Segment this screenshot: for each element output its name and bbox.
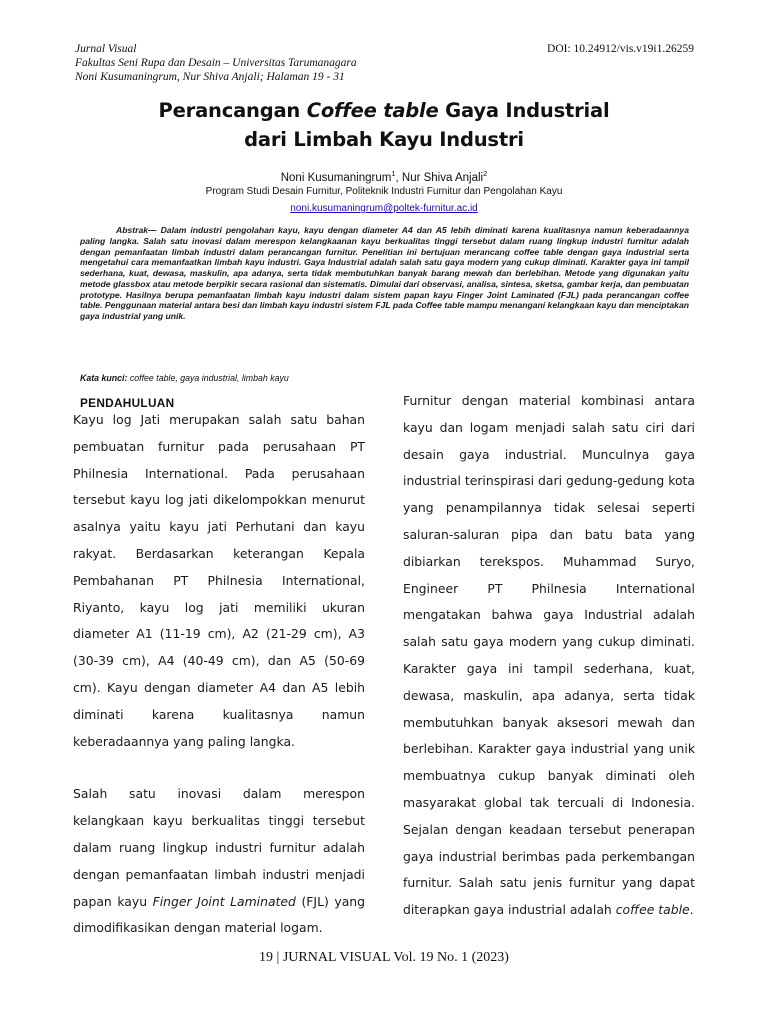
author-2: Nur Shiva Anjali	[401, 171, 484, 184]
paragraph-text: Salah satu inovasi dalam merespon kelangkaan kayu berkualitas tinggi tersebut dalam ruang lingkup industri furnitur adalah dengan pemanfaatan limbah industri menjadi papan kayu	[73, 786, 365, 909]
author-2-affil-mark: 2	[483, 169, 488, 178]
abstract-text: Abstrak— Dalam industri pengolahan kayu, kayu dengan diameter A4 dan A5 lebih diminati karena kualitasnya namun keberadaannya paling langka. Salah satu inovasi dalam merespon kelangkaanan kayu berkualitas tinggi tersebut dalam ruang lingkup industri furnitur adalah dengan pemanfaatan limbah industri dalam perancangan furnitur. Penelitian ini bertujuan merancang coffee table dengan gaya industrial serta mengetahui cara memanfaatkan limbah kayu industri. Gaya Industrial adalah salah satu gaya modern yang cukup diminati. Karakter gaya ini tampil sederhana, kuat, dewasa, maskulin, apa adanya, serta tidak membutuhkan banyak barang mewah dan berlebihan. Metode yang digunakan yaitu metode glassbox atau metode berpikir secara rasional dan sistematis. Dimulai dari observasi, analisa, sintesa, sketsa, gambar kerja, dan pembuatan prototype. Hasilnya berupa pemanfaatan limbah kayu industri dalam sistem papan kayu Finger Joint Laminated (FJL) pada perancangan coffee table. Penggunaan material antara besi dan limbah kayu industri sistem FJL pada Coffee table mampu menangani kelangkaan kayu dan menciptakan gaya industrial yang unik.	[80, 225, 689, 321]
abstract	[80, 225, 689, 322]
author-1-affil-mark: 1	[391, 169, 396, 178]
title-part-1: Perancangan	[158, 99, 307, 122]
page-footer: 19 | JURNAL VISUAL Vol. 19 No. 1 (2023)	[259, 950, 509, 965]
author-1: Noni Kusumaningrum	[280, 171, 392, 184]
authors-pages: Noni Kusumaningrum, Nur Shiva Anjali; Halaman 19 - 31	[75, 71, 345, 83]
paragraph-text: (FJL) yang dimodifikasikan dengan material logam.	[73, 893, 365, 936]
keywords-text: coffee table, gaya industrial, limbah kayu	[127, 373, 289, 383]
paragraph-italic: Finger Joint Laminated	[152, 893, 296, 909]
paper-title	[0, 96, 768, 154]
journal-name: Jurnal Visual	[75, 43, 137, 55]
paragraph-italic: coffee table	[615, 902, 690, 918]
paragraph: Kayu log Jati merupakan salah satu bahan pembuatan furnitur pada perusahaan PT Philnesia International. Pada perusahaan tersebut kayu log jati dikelompokkan menurut asalnya yaitu kayu jati Perhutani dan kayu rakyat. Berdasarkan keterangan Kepala Pembahanan PT Philnesia International, Riyanto, kayu log jati memiliki ukuran diameter A1 (11-19 cm), A2 (21-29 cm), A3 (30-39 cm), A4 (40-49 cm), dan A5 (50-69 cm). Kayu dengan diameter A4 dan A5 lebih diminati karena kualitasnya namun keberadaannya yang paling langka.	[73, 412, 365, 749]
author-list	[0, 167, 768, 185]
paragraph-text: Furnitur dengan material kombinasi antara kayu dan logam menjadi salah satu ciri dari desain gaya industrial. Munculnya gaya industrial terinspirasi dari gedung-gedung kota yang penampilannya tidak selesai seperti saluran-saluran pipa dan batu bata yang dibiarkan terekspos. Muhammad Suryo, Engineer PT Philnesia International mengatakan bahwa gaya Industrial adalah salah satu gaya modern yang cukup diminati. Karakter gaya ini tampil sederhana, kuat, dewasa, maskulin, apa adanya, serta tidak membutuhkan banyak aksesori mewah dan berlebihan. Karakter gaya industrial yang unik membuatnya cukup banyak diminati oleh masyarakat global tak tercuali di Indonesia. Sejalan dengan keadaan tersebut penerapan gaya industrial berimbas pada perkembangan furnitur. Salah satu jenis furnitur yang dapat diterapkan gaya industrial adalah	[403, 393, 695, 918]
email-wrap	[0, 202, 768, 215]
section-heading: PENDAHULUAN	[80, 396, 175, 410]
title-part-3: Gaya Industrial	[438, 99, 610, 122]
author-email-link[interactable]: noni.kusumaningrum@poltek-furnitur.ac.id	[290, 203, 478, 214]
author-separator: ,	[395, 171, 402, 184]
paragraph	[403, 388, 695, 924]
right-column	[403, 388, 695, 924]
running-header	[75, 42, 357, 84]
keywords	[80, 373, 289, 384]
left-column	[73, 407, 365, 942]
paragraph-text: .	[689, 902, 694, 918]
keywords-label: Kata kunci:	[80, 373, 128, 383]
paragraph	[73, 781, 365, 942]
affiliation: Program Studi Desain Furnitur, Politeknik Industri Furnitur dan Pengolahan Kayu	[205, 186, 563, 197]
title-italic: Coffee table	[306, 99, 439, 122]
title-line-2: dari Limbah Kayu Industri	[244, 128, 524, 151]
faculty-name: Fakultas Seni Rupa dan Desain – Universitas Tarumanagara	[75, 57, 357, 69]
title-line-1	[0, 96, 768, 125]
doi: DOI: 10.24912/vis.v19i1.26259	[547, 43, 694, 55]
